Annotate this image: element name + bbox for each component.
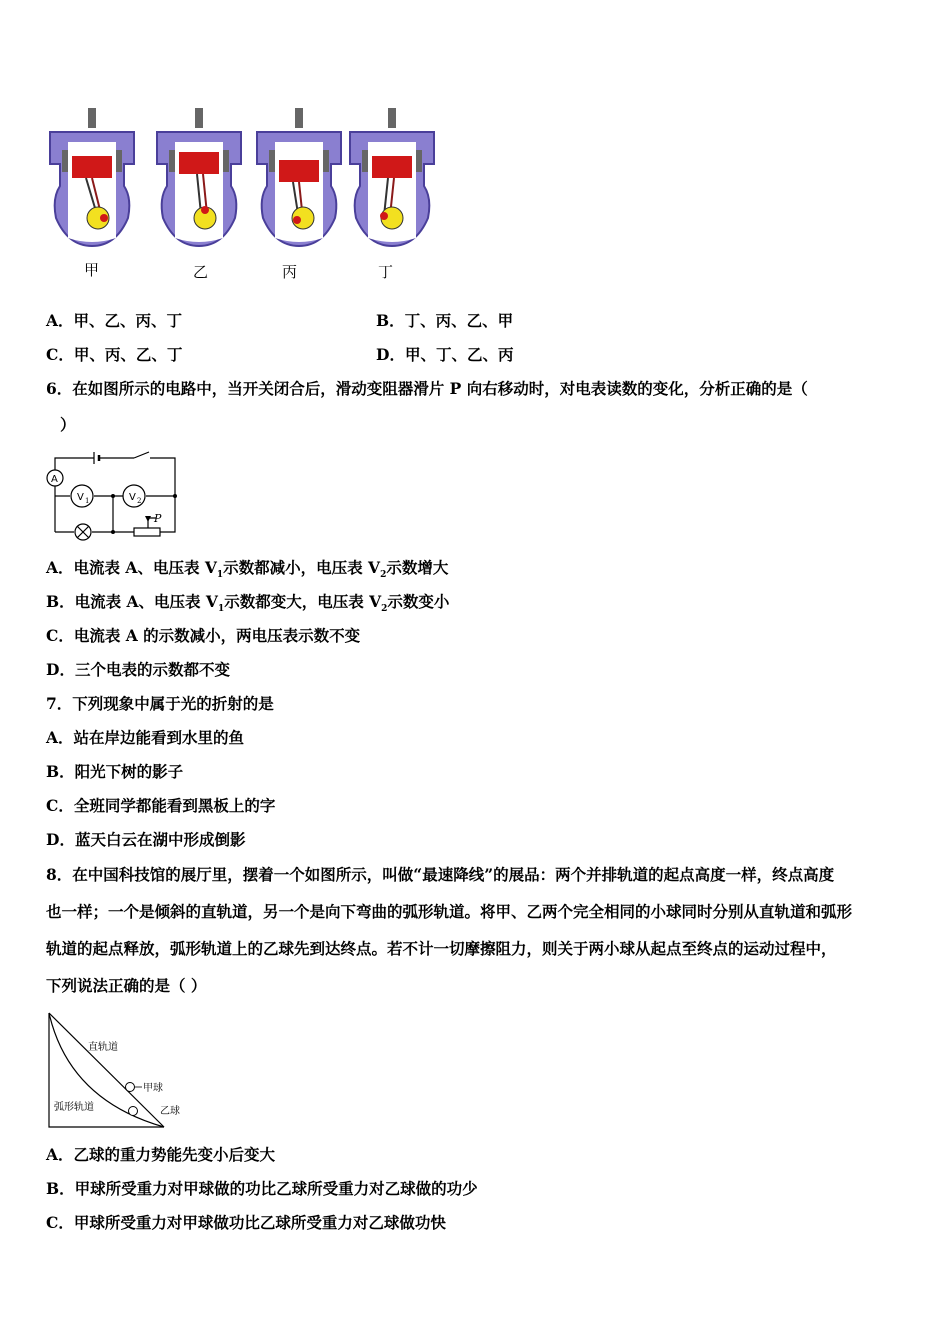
q8-track-diagram [44,1010,194,1132]
engine-diagram-bing [253,106,345,251]
q7-stem: 7．下列现象中属于光的折射的是 [46,694,274,713]
engine-diagram-ding [346,106,438,251]
v1-label: V [77,492,84,503]
q7-option-c: C．全班同学都能看到黑板上的字 [46,796,276,815]
v1-subscript: 1 [85,497,90,505]
q5-option-b: B．丁、丙、乙、甲 [376,311,514,330]
q8-stem-line3: 轨道的起点释放，弧形轨道上的乙球先到达终点。若不计一切摩擦阻力，则关于两小球从起点至终点的运动过程中， [46,939,837,958]
q8-option-b: B．甲球所受重力对甲球做的功比乙球所受重力对乙球做的功少 [46,1179,478,1198]
q5-option-a: A．甲、乙、丙、丁 [46,311,183,330]
q8-option-a: A．乙球的重力势能先变小后变大 [46,1145,276,1164]
q6-option-c: C．电流表 A 的示数减小，两电压表示数不变 [46,626,361,645]
q6-option-b: B．电流表 A、电压表 $V_1$示数都变大，电压表 $V_2$示数变小 [46,592,450,615]
q6-circuit-diagram [44,444,184,544]
q5-option-c: C．甲、丙、乙、丁 [46,345,183,364]
ammeter-label: A [51,474,58,485]
straight-track-label: 直轨道 [88,1042,118,1053]
q6-option-d: D．三个电表的示数都不变 [46,660,230,679]
q7-option-d: D．蓝天白云在湖中形成倒影 [46,830,246,849]
engine-label-bing: 丙 [282,263,298,281]
q6-stem-line2: ） [60,415,76,434]
q8-stem-line4: 下列说法正确的是（ ） [46,976,207,995]
engine-diagram-yi [153,106,245,251]
q8-option-c: C．甲球所受重力对甲球做功比乙球所受重力对乙球做功快 [46,1213,446,1232]
ball-yi-label: 乙球 [160,1106,180,1117]
curved-track-label: 弧形轨道 [54,1102,94,1113]
q7-option-b: B．阳光下树的影子 [46,762,184,781]
ball-jia-label: 甲球 [143,1083,163,1094]
slider-label: P [154,512,162,525]
q8-stem-line2: 也一样；一个是倾斜的直轨道，另一个是向下弯曲的弧形轨道。将甲、乙两个完全相同的小球同时分别从直轨道和弧形 [46,902,853,921]
engine-label-ding: 丁 [378,263,394,281]
v2-subscript: 2 [137,497,142,505]
q6-stem-line1: 6．在如图所示的电路中，当开关闭合后，滑动变阻器滑片 P 向右移动时，对电表读数的变化，分析正确的是（ [46,379,808,398]
q8-stem-line1: 8．在中国科技馆的展厅里，摆着一个如图所示，叫做“最速降线”的展品：两个并排轨道的起点高度一样，终点高度 [46,865,835,884]
q6-option-a: A．电流表 A、电压表 $V_1$示数都减小，电压表 $V_2$示数增大 [46,558,449,581]
engine-label-yi: 乙 [193,263,209,281]
q5-option-d: D．甲、丁、乙、丙 [376,345,514,364]
engine-diagram-jia [46,106,138,251]
q7-option-a: A．站在岸边能看到水里的鱼 [46,728,245,747]
engine-label-jia: 甲 [84,261,100,279]
v2-label: V [129,492,136,503]
